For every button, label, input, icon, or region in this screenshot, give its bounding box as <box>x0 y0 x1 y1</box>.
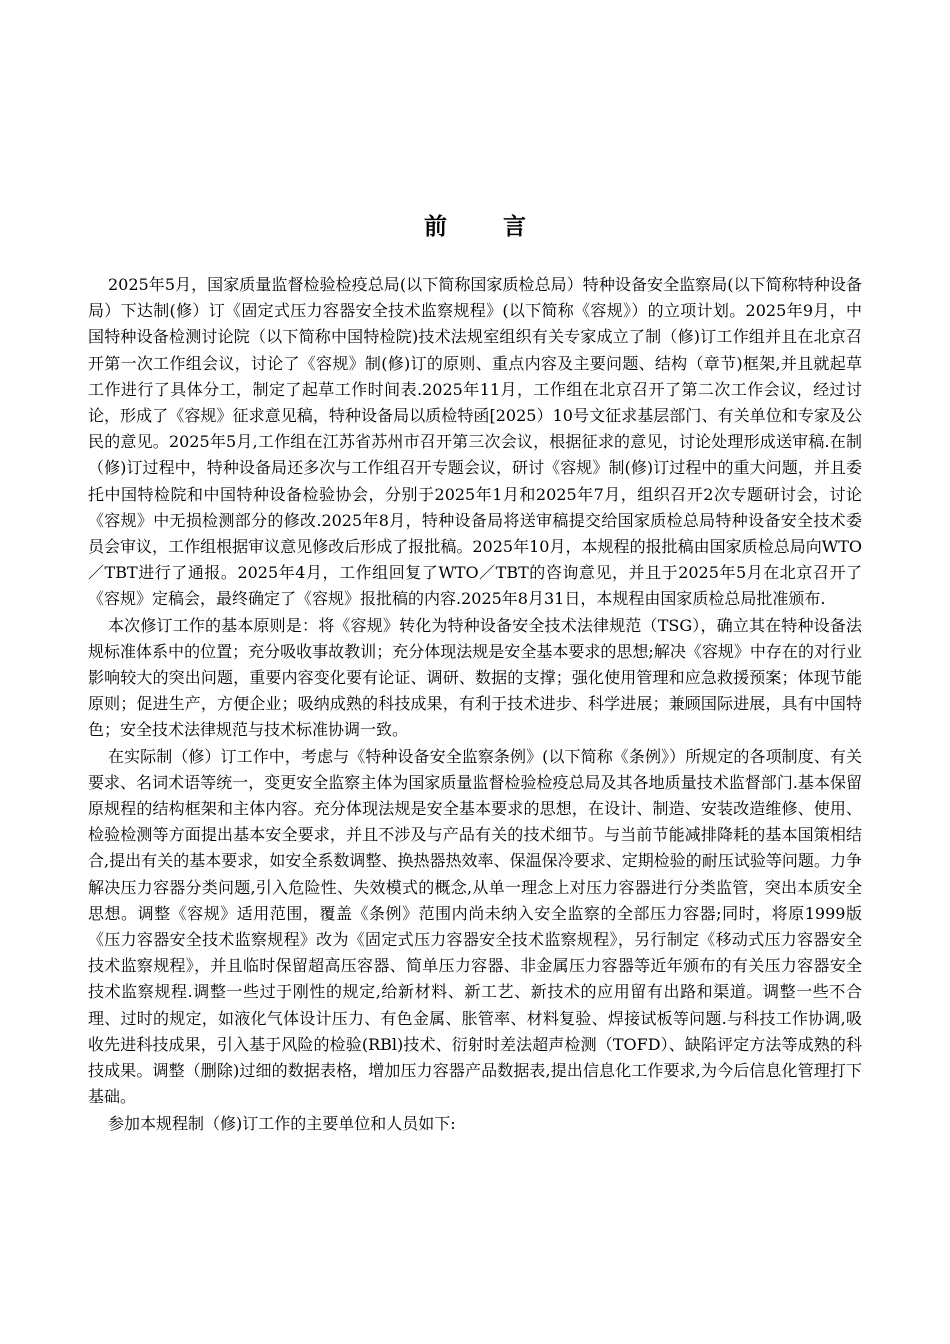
paragraph-history: 2025年5月，国家质量监督检验检疫总局(以下简称国家质检总局）特种设备安全监察局(以下简称特种设备局）下达制(修）订《固定式压力容器安全技术监察规程》(以下简称《容规》）的立项计划。2025年9月，中国特种设备检测讨论院（以下简称中国特检院)技术法规室组织有关专家成立了制（修)订工作组并且在北京召开第一次工作组会议，讨论了《容规》制(修)订的原则、重点内容及主要问题、结构（章节)框架,并且就起草工作进行了具体分工，制定了起草工作时间表.2025年11月，工作组在北京召开了第二次工作会议，经过讨论，形成了《容规》征求意见稿，特种设备局以质检特函[2025）10号文征求基层部门、有关单位和专家及公民的意见。2025年5月,工作组在江苏省苏州市召开第三次会议，根据征求的意见，讨论处理形成送审稿.在制（修)订过程中，特种设备局还多次与工作组召开专题会议，研讨《容规》制(修)订过程中的重大问题，并且委托中国特检院和中国特种设备检验协会，分别于2025年1月和2025年7月，组织召开2次专题研讨会，讨论《容规》中无损检测部分的修改.2025年8月，特种设备局将送审稿提交给国家质检总局特种设备安全技术委员会审议，工作组根据审议意见修改后形成了报批稿。2025年10月，本规程的报批稿由国家质检总局向WTO／TBT进行了通报。2025年4月，工作组回复了WTO／TBT的咨询意见，并且于2025年5月在北京召开了《容规》定稿会，最终确定了《容规》报批稿的内容.2025年8月31日，本规程由国家质检总局批准颁布. <box>88 275 862 609</box>
paragraph-participants-intro: 参加本规程制（修)订工作的主要单位和人员如下: <box>108 1113 456 1133</box>
body-text <box>88 272 862 1137</box>
page-title: 前 言 <box>423 213 550 240</box>
paragraph-practice: 在实际制（修）订工作中，考虑与《特种设备安全监察条例》(以下简称《条例》）所规定的各项制度、有关要求、名词术语等统一，变更安全监察主体为国家质量监督检验检疫总局及其各地质量技术监督部门.基本保留原规程的结构框架和主体内容。充分体现法规是安全基本要求的思想，在设计、制造、安装改造维修、使用、检验检测等方面提出基本安全要求，并且不涉及与产品有关的技术细节。与当前节能减排降耗的基本国策相结合,提出有关的基本要求，如安全系数调整、换热器热效率、保温保冷要求、定期检验的耐压试验等问题。力争解决压力容器分类问题,引入危险性、失效模式的概念,从单一理念上对压力容器进行分类监管，突出本质安全思想。调整《容规》适用范围，覆盖《条例》范围内尚未纳入安全监察的全部压力容器;同时，将原1999版《压力容器安全技术监察规程》改为《固定式压力容器安全技术监察规程》，另行制定《移动式压力容器安全技术监察规程》，并且临时保留超高压容器、简单压力容器、非金属压力容器等近年颁布的有关压力容器安全技术监察规程.调整一些过于刚性的规定,给新材料、新工艺、新技术的应用留有出路和渠道。调整一些不合理、过时的规定，如液化气体设计压力、有色金属、胀管率、材料复验、焊接试板等问题.与科技工作协调,吸收先进科技成果，引入基于风险的检验(RBl)技术、衍射时差法超声检测（TOFD）、缺陷评定方法等成熟的科技成果。调整（删除)过细的数据表格，增加压力容器产品数据表,提出信息化工作要求,为今后信息化管理打下基础。 <box>88 746 862 1107</box>
paragraph-principles: 本次修订工作的基本原则是：将《容规》转化为特种设备安全技术法律规范（TSG），确立其在特种设备法规标准体系中的位置；充分吸收事故教训；充分体现法规是安全基本要求的思想;解决《容规》中存在的对行业影响较大的突出问题，重要内容变化要有论证、调研、数据的支撑；强化使用管理和应急救援预案；体现节能原则；促进生产，方便企业；吸纳成熟的科技成果，有利于技术进步、科学进展；兼顾国际进展，具有中国特色；安全技术法律规范与技术标准协调一致。 <box>88 615 862 740</box>
